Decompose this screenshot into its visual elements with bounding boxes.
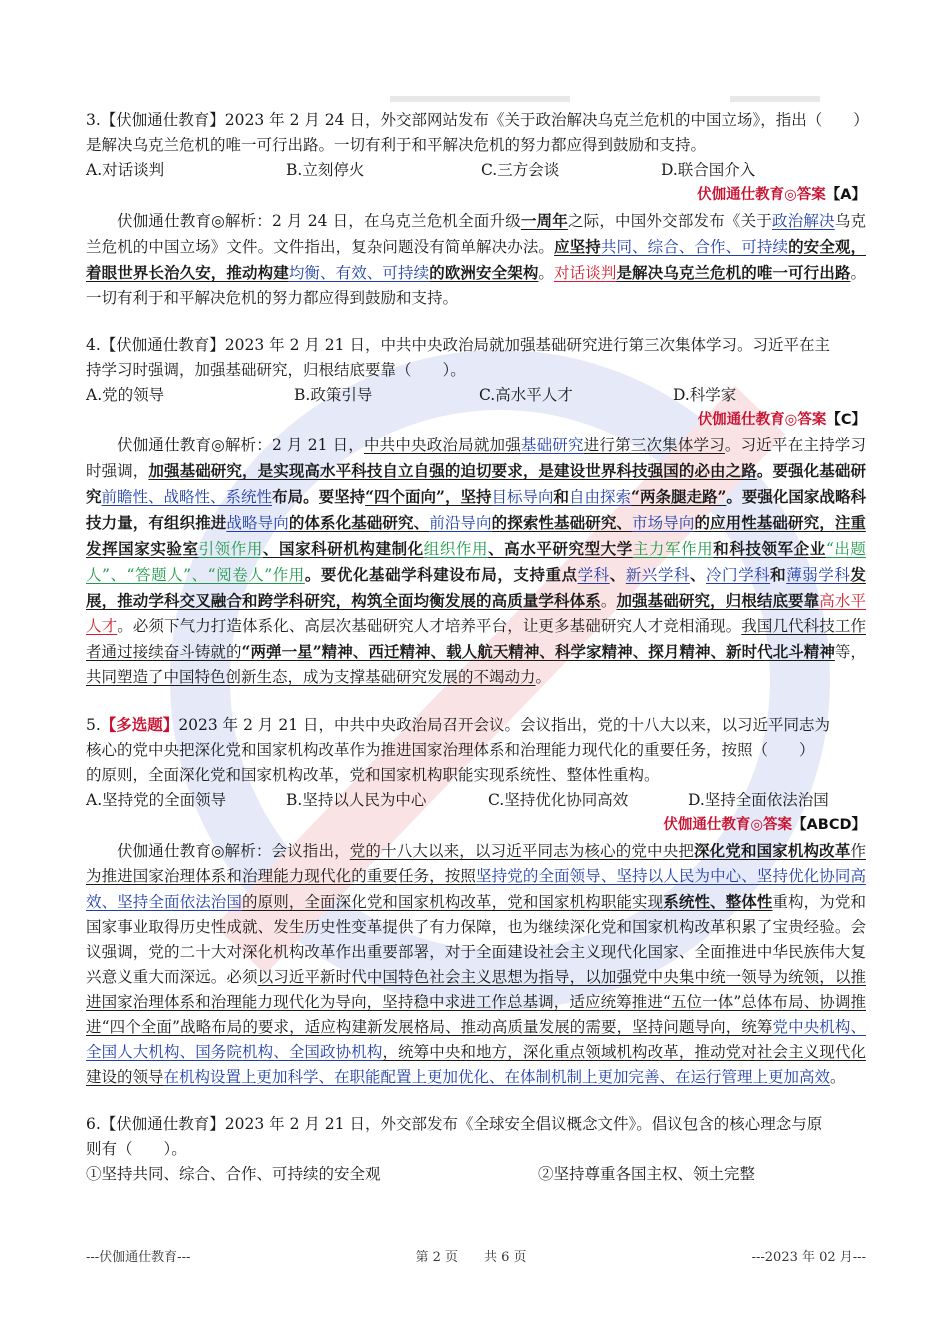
- footer-date: ---2023 年 02 月---: [751, 1250, 866, 1265]
- option-d: D.坚持全面依法治国: [688, 791, 829, 809]
- analysis-text-run: 乌克兰危机的中国立场》文件。文件指出，复杂问题没有简单解决办法。: [86, 212, 866, 256]
- option-1: ①坚持共同、综合、合作、可持续的安全观: [86, 1165, 381, 1183]
- page-content: [86, 108, 869, 1187]
- analysis-text-run: 高水平人才: [86, 592, 866, 635]
- option-c: C.坚持优化协同高效: [488, 791, 629, 809]
- question-text: 2023 年 2 月 21 日，中共中央政治局召开会议。会议指出，党的十八大以来，以习近平同志为: [178, 716, 830, 734]
- analysis-text-run: 。要优化基础学科建设布局，支持重点: [304, 565, 578, 584]
- analysis-text-run: 共同、综合、合作、可持续: [600, 238, 789, 256]
- question-3: [86, 108, 869, 311]
- analysis-text-run: 、高水平研究型大学: [488, 539, 633, 558]
- option-row: [86, 1162, 866, 1187]
- answer-label: 伏伽通仕教育◎答案: [663, 817, 793, 833]
- analysis-text-run: 的原则，全面深化党和国家机构改革，党和国家机构职能实现: [242, 893, 664, 911]
- analysis-text-run: 的体系化基础研究、: [288, 513, 430, 532]
- answer-line: [86, 408, 866, 433]
- analysis-text-run: ，统筹中央和地方，深化重点领域机构改革，推动党对社会主义现代化建设的领导: [86, 1043, 866, 1086]
- analysis-text-run: 薄弱学科: [786, 566, 851, 584]
- analysis-text-run: 。一切有利于和平解决危机的努力都应得到鼓励和支持。: [86, 264, 866, 307]
- analysis-text-run: 深化党和国家机构改革: [694, 841, 851, 860]
- footer-left: ---伏伽通仕教育---: [86, 1250, 191, 1265]
- analysis-text-run: 。要强化国家战略科技力量，有组织推进: [86, 487, 866, 532]
- option-a: A.对话谈判: [86, 161, 165, 179]
- option-row: [86, 383, 866, 408]
- analysis-text-run: 的欧洲安全架构: [429, 263, 539, 282]
- option-c: C.高水平人才: [479, 386, 573, 404]
- analysis-text-run: 战略导向: [226, 514, 289, 532]
- analysis-text-run: 之际，中国外交部发布《关于: [567, 212, 772, 230]
- analysis-text-run: 党中央机构、全国人大机构、国务院机构、全国政协机构: [86, 1018, 866, 1061]
- answer-line: [86, 813, 866, 838]
- analysis-text-run: 作为推进国家治理体系和治理能力现代化的重要任务，按照: [86, 842, 866, 885]
- analysis-text-run: 。: [600, 592, 617, 610]
- analysis-text-run: 应坚持: [554, 237, 601, 256]
- analysis-text-run: 学科: [577, 566, 610, 584]
- analysis-text-run: 等，: [834, 643, 866, 661]
- answer-value: 【A】: [825, 187, 866, 203]
- analysis-paragraph: [86, 433, 866, 690]
- analysis-text-run: 是解决乌克兰危机的唯一可行出路: [616, 263, 851, 282]
- analysis-text-run: 引领作用: [198, 540, 263, 558]
- scan-artifact: [390, 96, 570, 102]
- question-stem: 持学习时强调，加强基础研究，归根结底要靠（ ）。: [86, 361, 466, 379]
- answer-value: 【ABCD】: [792, 817, 866, 833]
- page-number: 第 2 页 共 6 页: [415, 1250, 527, 1265]
- analysis-text-run: 伏伽通仕教育◎解析：2 月 24 日，在乌克兰危机全面升级: [117, 212, 521, 230]
- analysis-text-run: 的探索性基础研究、: [491, 513, 633, 532]
- answer-value: 【C】: [826, 412, 866, 428]
- analysis-text-run: 的安全观，着眼世界长治久安，推动构建: [86, 237, 866, 282]
- question-stem: 是解决乌克兰危机的唯一可行出路。一切有利于和平解决危机的努力都应得到鼓励和支持。: [86, 136, 707, 154]
- question-4: [86, 333, 866, 690]
- analysis-text-run: 以习近平新时代中国特色社会主义思想为指导，以加强党中央集中统一领导为统领，以推进国家治理体系和治理能力现代化为导向，坚持稳中求进工作总基调，适应统筹推进“五位一体”总体布局、协调推进“四个全面”战略布局的要求，适应构建新发展格局、推动高质量发展的需要，坚持问题导向，统筹: [86, 968, 866, 1036]
- question-5: [86, 712, 866, 1090]
- analysis-text-run: 布局。要坚持: [272, 487, 366, 506]
- option-c: C.三方会谈: [481, 161, 560, 179]
- analysis-text-run: “两弹一星”精神、西迁精神、载人航天精神、科学家精神、探月精神、新时代北斗精神: [241, 642, 835, 661]
- analysis-text-run: 自由探索: [569, 488, 632, 506]
- option-b: B.政策引导: [294, 386, 373, 404]
- analysis-text-run: 主力军作用: [632, 540, 714, 558]
- analysis-text-run: 加强基础研究，是实现高水平科技自立自强的迫切要求，是建设世界科技强国的必由之路: [148, 461, 757, 480]
- analysis-text-run: 目标导向: [491, 488, 554, 506]
- analysis-text-run: 。必须下气力打造体系化、高层次基础研究人才培养平台，让更多基础研究人才竞相涌现。: [117, 617, 742, 635]
- analysis-text-run: 中共中央政治局就加强: [363, 436, 521, 454]
- analysis-text-run: 基础研究: [520, 436, 584, 454]
- option-row: [86, 788, 866, 813]
- answer-label: 伏伽通仕教育◎答案: [697, 187, 826, 203]
- analysis-text-run: 进行第三次集体学习: [583, 436, 725, 454]
- question-stem: 4.【伏伽通仕教育】2023 年 2 月 21 日，中共中央政治局就加强基础研究进行第三次集体学习。习近平在主: [86, 336, 830, 354]
- question-stem: 的原则，全面深化党和国家机构改革，党和国家机构职能实现系统性、整体性重构。: [86, 766, 660, 784]
- analysis-text-run: 和科技领军企业: [713, 539, 826, 558]
- analysis-text-run: 党的十八大以来，以习近平同志为核心的党中央把: [349, 842, 694, 860]
- option-row: [86, 158, 866, 183]
- analysis-text-run: “四个面向”，坚持: [365, 487, 492, 506]
- analysis-text-run: 系统性、整体性: [663, 892, 773, 911]
- scan-artifact: [730, 96, 820, 102]
- analysis-text-run: 我国几代科技工作者通过接续奋斗铸就的: [86, 617, 866, 661]
- option-d: D.科学家: [673, 386, 737, 404]
- analysis-text-run: 伏伽通仕教育◎解析：会议指出，: [117, 842, 350, 860]
- question-stem: 3.【伏伽通仕教育】2023 年 2 月 24 日，外交部网站发布《关于政治解决乌克兰危机的中国立场》，指出（ ）: [86, 111, 869, 129]
- analysis-text-run: 、: [609, 565, 626, 584]
- option-a: A.坚持党的全面领导: [86, 791, 227, 809]
- analysis-text-run: 冷门学科: [705, 566, 771, 584]
- analysis-text-run: 。习近平在主持学习时强调，: [86, 436, 866, 480]
- analysis-text-run: 一周年: [520, 211, 568, 230]
- analysis-text-run: “两条腿走路”: [631, 487, 727, 506]
- analysis-text-run: 组织作用: [423, 540, 489, 558]
- analysis-text-run: 坚持党的全面领导、坚持以人民为中心、坚持优化协同高效、坚持全面依法治国: [86, 867, 866, 911]
- analysis-text-run: “出题人”、“答题人”、“阅卷人”作用: [86, 540, 866, 584]
- analysis-text-run: 政治解决: [771, 212, 835, 230]
- analysis-paragraph: [86, 838, 866, 1090]
- analysis-text-run: 、国家科研机构建制化: [262, 539, 424, 558]
- question-number: 5.: [86, 716, 101, 734]
- question-stem: [86, 712, 866, 738]
- analysis-paragraph: [86, 208, 866, 311]
- analysis-text-run: 发展，推动学科交叉融合和跨学科研究，构筑全面均衡发展的高质量学科体系: [86, 565, 866, 610]
- analysis-text-run: 加强基础研究，归根结底要靠: [616, 591, 820, 610]
- answer-line: [86, 183, 866, 208]
- analysis-text-run: 。要强化基础研究: [86, 461, 866, 506]
- analysis-text-run: 和: [770, 565, 787, 584]
- analysis-text-run: 均衡、有效、可持续: [288, 264, 430, 282]
- analysis-text-run: 伏伽通仕教育◎解析：2 月 21 日，: [117, 436, 364, 454]
- analysis-text-run: 新兴学科: [625, 566, 690, 584]
- analysis-text-run: 共同塑造了中国特色创新生态，成为支撑基础研究发展的不竭动力: [86, 668, 536, 686]
- option-a: A.党的领导: [86, 386, 165, 404]
- analysis-text-run: 前瞻性、战略性、系统性: [101, 488, 273, 506]
- question-stem: 6.【伏伽通仕教育】2023 年 2 月 21 日，外交部发布《全球安全倡议概念文件》。倡议包含的核心理念与原: [86, 1115, 823, 1133]
- analysis-text-run: 。: [830, 1068, 846, 1086]
- option-d: D.联合国介入: [661, 161, 756, 179]
- question-stem: 核心的党中央把深化党和国家机构改革作为推进国家治理体系和治理能力现代化的重要任务，按照（ ）: [86, 741, 815, 759]
- analysis-text-run: 前沿导向: [429, 514, 492, 532]
- multi-choice-tag: 【多选题】: [100, 715, 179, 734]
- option-b: B.坚持以人民为中心: [286, 791, 427, 809]
- question-stem: 则有（ ）。: [86, 1140, 187, 1158]
- analysis-text-run: 市场导向: [632, 514, 695, 532]
- analysis-text-run: 和: [553, 487, 570, 506]
- analysis-text-run: 。: [535, 668, 552, 686]
- analysis-text-run: 、: [689, 565, 706, 584]
- question-6: [86, 1112, 866, 1187]
- analysis-text-run: 重构，为党和国家事业取得历史性成就、发生历史性变革提供了有力保障，也为继续深化党和国家机构改革积累了宝贵经验。会议强调，党的二十大对深化机构改革作出重要部署，对于全面建设社会主义现代化国家、全面推进中华民族伟大复兴意义重大而深远。必须: [86, 893, 866, 986]
- option-2: ②坚持尊重各国主权、领土完整: [538, 1165, 756, 1183]
- page-footer: [86, 1246, 866, 1265]
- analysis-text-run: 对话谈判: [554, 264, 617, 282]
- analysis-text-run: 在机构设置上更加科学、在职能配置上更加优化、在体制机制上更加完善、在运行管理上更加高效: [163, 1068, 831, 1086]
- analysis-text-run: 的应用性基础研究，注重发挥国家实验室: [86, 513, 866, 558]
- answer-label: 伏伽通仕教育◎答案: [697, 412, 827, 428]
- analysis-text-run: 。: [538, 264, 555, 282]
- option-b: B.立刻停火: [286, 161, 365, 179]
